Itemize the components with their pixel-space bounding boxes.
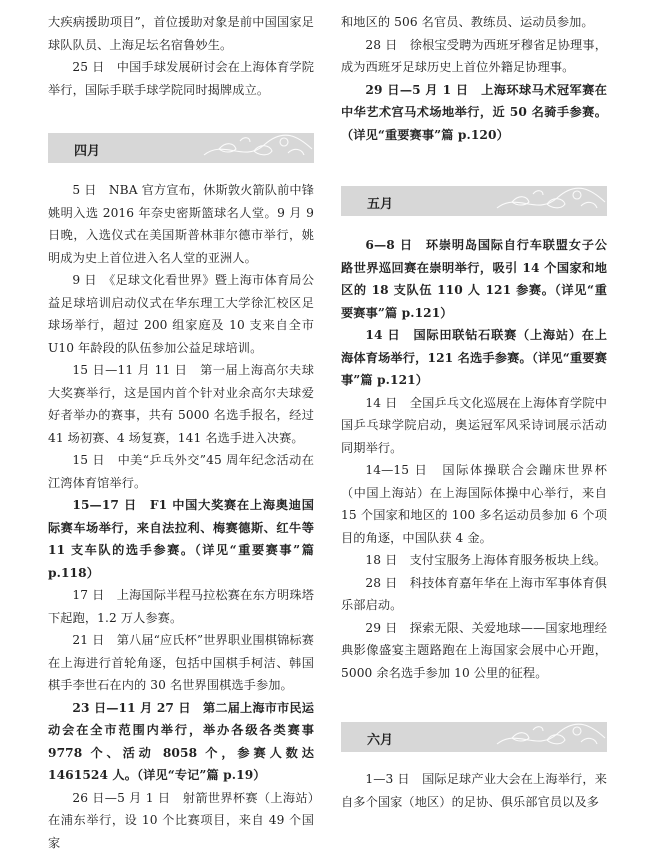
section-title: 五月: [367, 197, 394, 212]
paragraph: 26 日—5 月 1 日 射箭世界杯赛（上海站）在浦东举行，设 10 个比赛项目，来自 49 个国家: [48, 790, 314, 850]
paragraph: 14—15 日 国际体操联合会蹦床世界杯（中国上海站）在上海国际体操中心举行，来自 15 个国家和地区的 100 多名运动员参加 6 个项目的角逐，中国队获 4 金。: [341, 463, 607, 545]
paragraph: 大疾病援助项目”，首位援助对象是前中国国家足球队队员、上海足坛名宿鲁妙生。: [48, 15, 314, 52]
paragraph: 21 日 第八届“应氏杯”世界职业围棋锦标赛在上海进行首轮角逐，包括中国棋手柯洁、韩国棋手李世石在内的 30 名世界围棋选手参加。: [48, 633, 314, 692]
paragraph: 29 日 探索无限、关爱地球——国家地理经典影像盛宴主题路跑在上海国家会展中心开跑，5000 余名选手参加 10 公里的征程。: [341, 620, 607, 680]
floral-ornament-icon: [477, 186, 607, 216]
section-title: 六月: [367, 733, 394, 748]
paragraph: 15 日 中美“乒乓外交”45 周年纪念活动在江湾体育馆举行。: [48, 453, 314, 490]
left-column: [48, 0, 314, 854]
paragraph-bold: 23 日—11 月 27 日 第二届上海市市民运动会在全市范围内举行，举办各级各类赛事 9778 个、活动 8058 个，参赛人数达 1461524 人。（详见“专记”篇 p.19）: [48, 700, 314, 782]
paragraph: 5 日 NBA 官方宣布，休斯敦火箭队前中锋姚明入选 2016 年奈史密斯篮球名人堂。9 月 9 日晚，入选仪式在美国斯普林菲尔德市举行，姚明成为史上首位进入名人堂的亚洲人。: [48, 183, 314, 265]
section-header-april: [48, 133, 314, 163]
paragraph-bold: 6—8 日 环崇明岛国际自行车联盟女子公路世界巡回赛在崇明举行，吸引 14 个国家和地区的 18 支队伍 110 人 121 参赛。（详见“重要赛事”篇 p.121）: [341, 238, 607, 320]
paragraph-bold: 15—17 日 F1 中国大奖赛在上海奥迪国际赛车场举行，来自法拉利、梅赛德斯、红牛等 11 支车队的选手参赛。（详见“重要赛事”篇 p.118）: [48, 498, 314, 580]
section-header-may: [341, 186, 607, 216]
paragraph: 9 日 《足球文化看世界》暨上海市体育局公益足球培训启动仪式在华东理工大学徐汇校区足球场举行，超过 200 组家庭及 10 支来自全市 U10 年龄段的队伍参加公益足球培训。: [48, 273, 314, 355]
paragraph-bold: 29 日—5 月 1 日 上海环球马术冠军赛在中华艺术宫马术场地举行，近 50 名骑手参赛。（详见“重要赛事”篇 p.120）: [341, 82, 607, 142]
paragraph: 14 日 全国乒乓文化巡展在上海体育学院中国乒乓球学院启动，奥运冠军风采诗词展示活动同期举行。: [341, 395, 607, 455]
paragraph: 和地区的 506 名官员、教练员、运动员参加。: [341, 15, 594, 29]
paragraph: 28 日 徐根宝受聘为西班牙穆省足协理事，成为西班牙足球历史上首位外籍足协理事。: [341, 37, 607, 74]
paragraph: 17 日 上海国际半程马拉松赛在东方明珠塔下起跑，1.2 万人参赛。: [48, 588, 314, 625]
right-column: [341, 0, 607, 813]
section-header-june: [341, 722, 607, 752]
paragraph: 1—3 日 国际足球产业大会在上海举行，来自多个国家（地区）的足协、俱乐部官员以及多: [341, 772, 607, 809]
floral-ornament-icon: [184, 133, 314, 163]
paragraph-bold: 14 日 国际田联钻石联赛（上海站）在上海体育场举行，121 名选手参赛。（详见“重要赛事”篇 p.121）: [341, 328, 607, 387]
floral-ornament-icon: [477, 722, 607, 752]
paragraph: 18 日 支付宝服务上海体育服务板块上线。: [365, 553, 607, 567]
paragraph: 28 日 科技体育嘉年华在上海市军事体育俱乐部启动。: [341, 575, 607, 612]
paragraph: 15 日—11 月 11 日 第一届上海高尔夫球大奖赛举行，这是国内首个针对业余高尔夫球爱好者举办的赛事，共有 5000 名选手报名，经过 41 场初赛、4 场复赛，141 名选手进入决赛。: [48, 363, 314, 445]
section-title: 四月: [74, 144, 101, 159]
paragraph: 25 日 中国手球发展研讨会在上海体育学院举行，国际手联手球学院同时揭牌成立。: [48, 60, 314, 97]
